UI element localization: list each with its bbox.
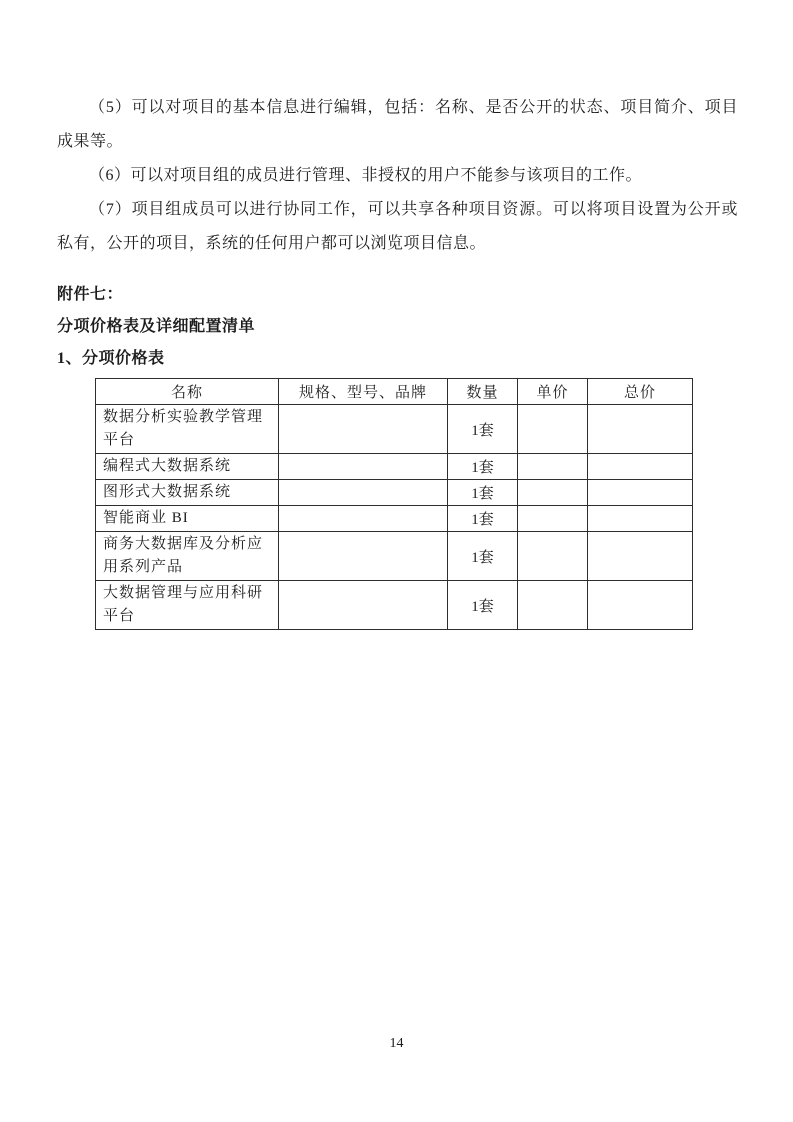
cell-unit-price [518,581,588,630]
cell-qty: 1套 [448,454,518,480]
paragraph-item-6: （6）可以对项目组的成员进行管理、非授权的用户不能参与该项目的工作。 [89,167,643,184]
paragraph-item-7: （7）项目组成员可以进行协同工作，可以共享各种项目资源。可以将项目设置为公开或私有，公开的项目，系统的任何用户都可以浏览项目信息。 [57,201,738,252]
table-row [96,454,693,480]
column-header-qty: 数量 [448,379,518,405]
price-table [95,378,693,630]
cell-total-price [588,581,693,630]
cell-qty: 1套 [448,581,518,630]
cell-total-price [588,532,693,581]
attachment-heading-block [57,279,738,375]
table-row [96,405,693,454]
cell-name: 数据分析实验教学管理平台 [96,405,279,454]
cell-qty: 1套 [448,532,518,581]
cell-qty: 1套 [448,480,518,506]
cell-total-price [588,405,693,454]
section-title: 1、分项价格表 [57,350,165,367]
cell-qty: 1套 [448,405,518,454]
cell-unit-price [518,405,588,454]
cell-name: 智能商业 BI [96,506,279,532]
cell-spec [279,581,448,630]
cell-unit-price [518,454,588,480]
cell-unit-price [518,532,588,581]
column-header-unit-price: 单价 [518,379,588,405]
cell-unit-price [518,506,588,532]
table-row [96,506,693,532]
table-header-row [96,379,693,405]
cell-total-price [588,506,693,532]
column-header-total-price: 总价 [588,379,693,405]
cell-total-price [588,480,693,506]
cell-spec [279,454,448,480]
cell-spec [279,405,448,454]
cell-name: 编程式大数据系统 [96,454,279,480]
attachment-label: 附件七： [57,286,124,303]
attachment-title: 分项价格表及详细配置清单 [57,318,256,335]
cell-spec [279,506,448,532]
table-row [96,581,693,630]
paragraph-item-5: （5）可以对项目的基本信息进行编辑，包括：名称、是否公开的状态、项目简介、项目成果等。 [57,99,738,150]
cell-name: 大数据管理与应用科研平台 [96,581,279,630]
column-header-name: 名称 [96,379,279,405]
cell-unit-price [518,480,588,506]
table-row [96,480,693,506]
cell-spec [279,480,448,506]
cell-name: 商务大数据库及分析应用系列产品 [96,532,279,581]
column-header-spec: 规格、型号、品牌 [279,379,448,405]
cell-name: 图形式大数据系统 [96,480,279,506]
page-number: 14 [389,1036,404,1051]
cell-spec [279,532,448,581]
cell-total-price [588,454,693,480]
cell-qty: 1套 [448,506,518,532]
table-row [96,532,693,581]
